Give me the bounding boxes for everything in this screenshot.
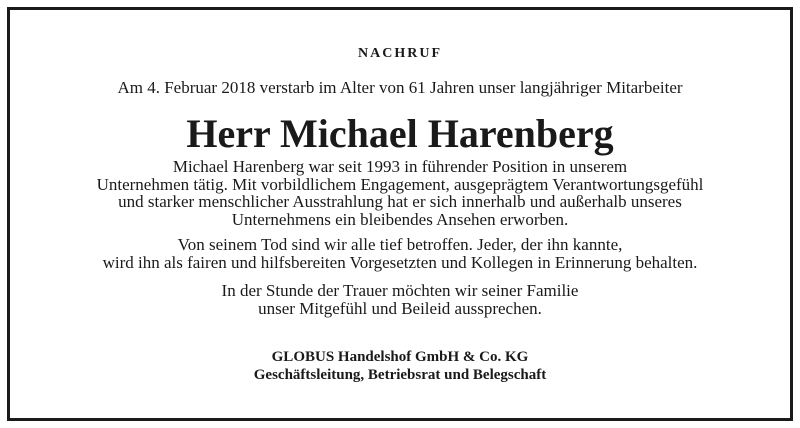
- paragraph-line: Michael Harenberg war seit 1993 in führender Position in unserem: [172, 157, 628, 176]
- signature-departments: Geschäftsleitung, Betriebsrat und Belegschaft: [253, 367, 547, 383]
- obituary-heading: NACHRUF: [358, 46, 442, 61]
- paragraph-line: Unternehmen tätig. Mit vorbildlichem Engagement, ausgeprägtem Verantwortungsgefühl: [96, 174, 704, 194]
- paragraph-line: und starker menschlicher Ausstrahlung hat er sich innerhalb und außerhalb unseres: [118, 192, 682, 211]
- paragraph-condolence: [50, 282, 750, 317]
- paragraph-line: Von seinem Tod sind wir alle tief betroffen. Jeder, der ihn kannte,: [177, 235, 623, 254]
- paragraph-line: unser Mitgefühl und Beileid aussprechen.: [258, 298, 542, 318]
- paragraph-line: In der Stunde der Trauer möchten wir seiner Familie: [221, 281, 579, 300]
- paragraph-line: Unternehmens ein bleibendes Ansehen erworben.: [231, 209, 569, 229]
- obituary-frame: [7, 7, 793, 421]
- paragraph-tribute: [50, 158, 750, 228]
- signature-company: GLOBUS Handelshof GmbH & Co. KG: [271, 349, 529, 365]
- signature-block: [10, 348, 790, 384]
- intro-text: Am 4. Februar 2018 verstarb im Alter von 61 Jahren unser langjähriger Mitarbeiter: [117, 78, 683, 97]
- paragraph-grief: [50, 236, 750, 271]
- deceased-name: Herr Michael Harenberg: [186, 111, 614, 156]
- paragraph-line: wird ihn als fairen und hilfsbereiten Vorgesetzten und Kollegen in Erinnerung behalten.: [102, 252, 698, 272]
